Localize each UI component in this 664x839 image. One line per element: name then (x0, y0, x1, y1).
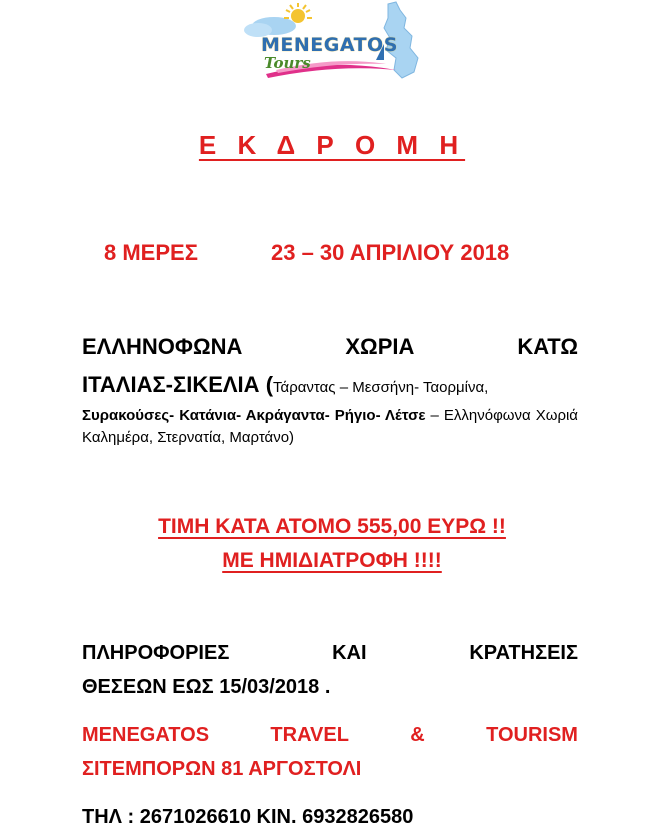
agency-word: & (410, 724, 425, 746)
half-board-line: ΜΕ ΗΜΙΔΙΑΤΡΟΦΗ !!!! (222, 549, 442, 572)
description-word: ΚΑΤΩ (517, 334, 578, 359)
description-line-4: Καλημέρα, Στερνατία, Μαρτάνο) (82, 429, 295, 446)
trip-description (82, 330, 578, 449)
info-line-2: ΘΕΣΕΩΝ ΕΩΣ 15/03/2018 . (82, 676, 331, 698)
agency-word: TOURISM (486, 724, 578, 746)
description-line-3 (82, 405, 578, 427)
description-line-1 (82, 330, 578, 364)
title-text: Ε Κ Δ Ρ Ο Μ Η (198, 130, 466, 160)
agency-word: MENEGATOS (82, 724, 210, 746)
trip-date-range: 23 – 30 ΑΠΡΙΛΙΟΥ 2018 (271, 240, 510, 265)
description-cities: Συρακούσες- Κατάνια- Ακράγαντα- Ρήγιο- Λέτσε (82, 407, 426, 424)
trip-dates (104, 240, 564, 274)
info-word: ΚΡΑΤΗΣΕΙΣ (469, 642, 578, 664)
description-line-2 (82, 368, 578, 405)
price-line: ΤΙΜΗ ΚΑΤΑ ΑΤΟΜΟ 555,00 ΕΥΡΩ !! (158, 515, 506, 538)
booking-info (82, 636, 578, 704)
page-title (0, 130, 664, 161)
description-villages: – Ελληνόφωνα Χωριά (425, 407, 578, 424)
description-word: ΧΩΡΙΑ (345, 334, 415, 359)
agency-word: TRAVEL (270, 724, 349, 746)
agency-address: ΣΙΤΕΜΠΟΡΩΝ 81 ΑΡΓΟΣΤΟΛΙ (82, 758, 362, 780)
info-word: ΠΛΗΡΟΦΟΡΙΕΣ (82, 642, 230, 664)
contact-phone: ΤΗΛ : 2671026610 ΚΙΝ. 6932826580 (82, 806, 414, 828)
info-line-1 (82, 636, 578, 670)
agency-block (82, 718, 578, 786)
info-word: ΚΑΙ (332, 642, 367, 664)
description-paren: ( (265, 372, 274, 397)
price-block (0, 510, 664, 578)
logo-brand-text: MENEGATOS (261, 34, 398, 56)
description-word: ΕΛΛΗΝΟΦΩΝΑ (82, 334, 243, 359)
description-region: ΙΤΑΛΙΑΣ-ΣΙΚΕΛΙΑ (82, 372, 260, 397)
trip-days: 8 ΜΕΡΕΣ (104, 240, 198, 265)
agency-name (82, 718, 578, 752)
description-places: Τάραντας – Μεσσήνη- Ταορμίνα, (273, 379, 489, 396)
logo-sub-text: Tours (264, 54, 311, 72)
company-logo (236, 0, 426, 84)
